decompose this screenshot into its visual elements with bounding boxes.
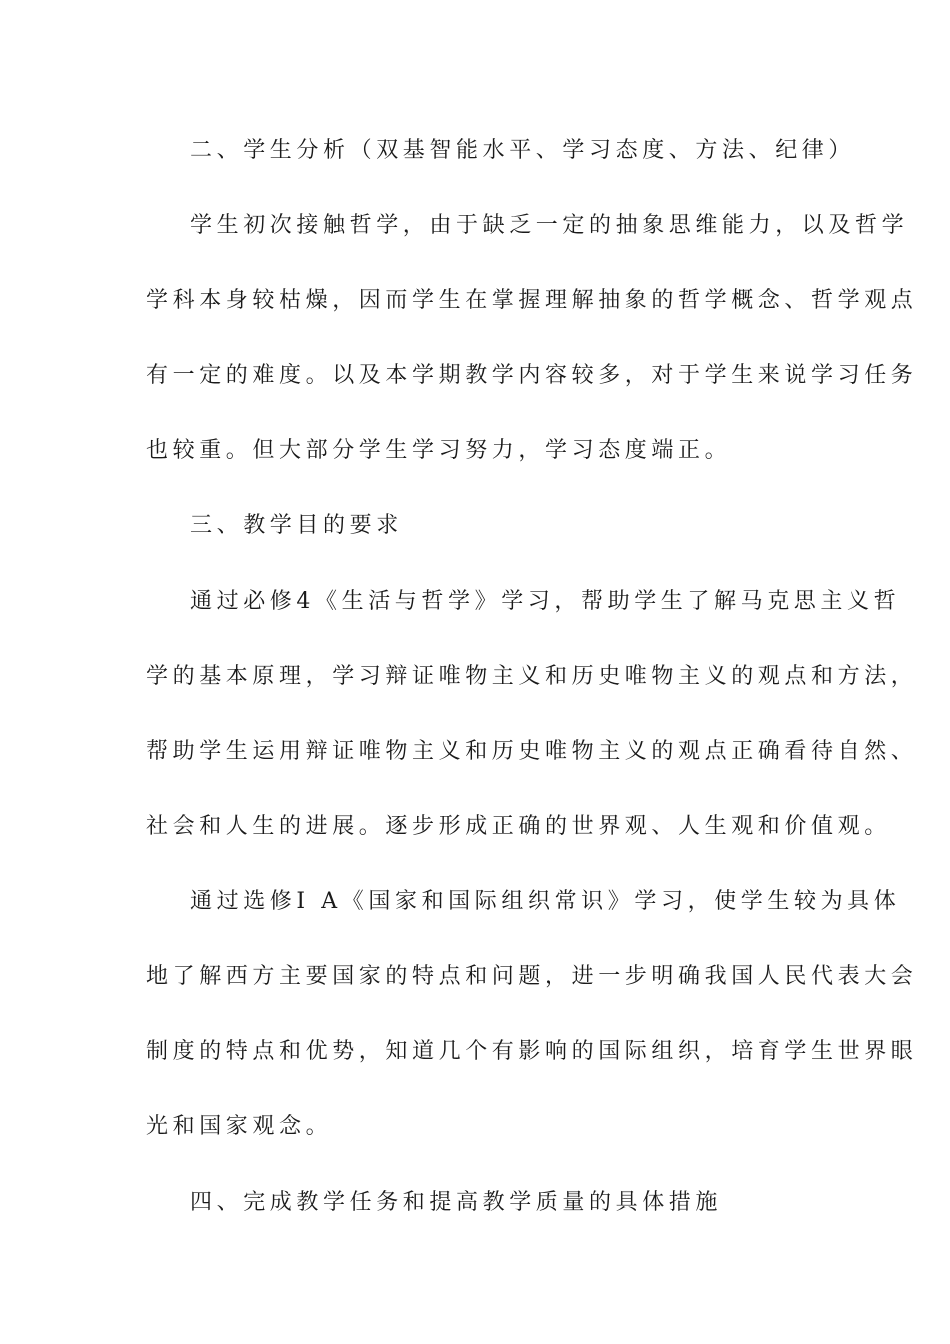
paragraph-line: 地了解西方主要国家的特点和问题，进一步明确我国人民代表大会	[146, 964, 918, 989]
paragraph-line: 制度的特点和优势，知道几个有影响的国际组织，培育学生世界眼	[146, 1039, 918, 1064]
paragraph-line: 有一定的难度。以及本学期教学内容较多，对于学生来说学习任务	[146, 363, 918, 388]
paragraph-line: 帮助学生运用辩证唯物主义和历史唯物主义的观点正确看待自然、	[146, 739, 918, 764]
section-heading-student-analysis: 二、学生分析（双基智能水平、学习态度、方法、纪律）	[190, 138, 856, 163]
paragraph-line: 学的基本原理，学习辩证唯物主义和历史唯物主义的观点和方法，	[146, 664, 918, 689]
paragraph-line: 也较重。但大部分学生学习努力，学习态度端正。	[146, 438, 732, 463]
paragraph-line: 通过选修Ⅰ A《国家和国际组织常识》学习，使学生较为具体	[190, 889, 901, 914]
paragraph-line: 学科本身较枯燥，因而学生在掌握理解抽象的哲学概念、哲学观点	[146, 288, 918, 313]
paragraph-line: 光和国家观念。	[146, 1114, 333, 1139]
paragraph-line: 社会和人生的进展。逐步形成正确的世界观、人生观和价值观。	[146, 814, 891, 839]
section-heading-teaching-goals: 三、教学目的要求	[190, 513, 403, 538]
paragraph-line: 通过必修4《生活与哲学》学习，帮助学生了解马克思主义哲	[190, 589, 901, 614]
paragraph-line: 学生初次接触哲学，由于缺乏一定的抽象思维能力，以及哲学	[190, 213, 909, 238]
section-heading-measures: 四、完成教学任务和提高教学质量的具体措施	[190, 1190, 723, 1215]
